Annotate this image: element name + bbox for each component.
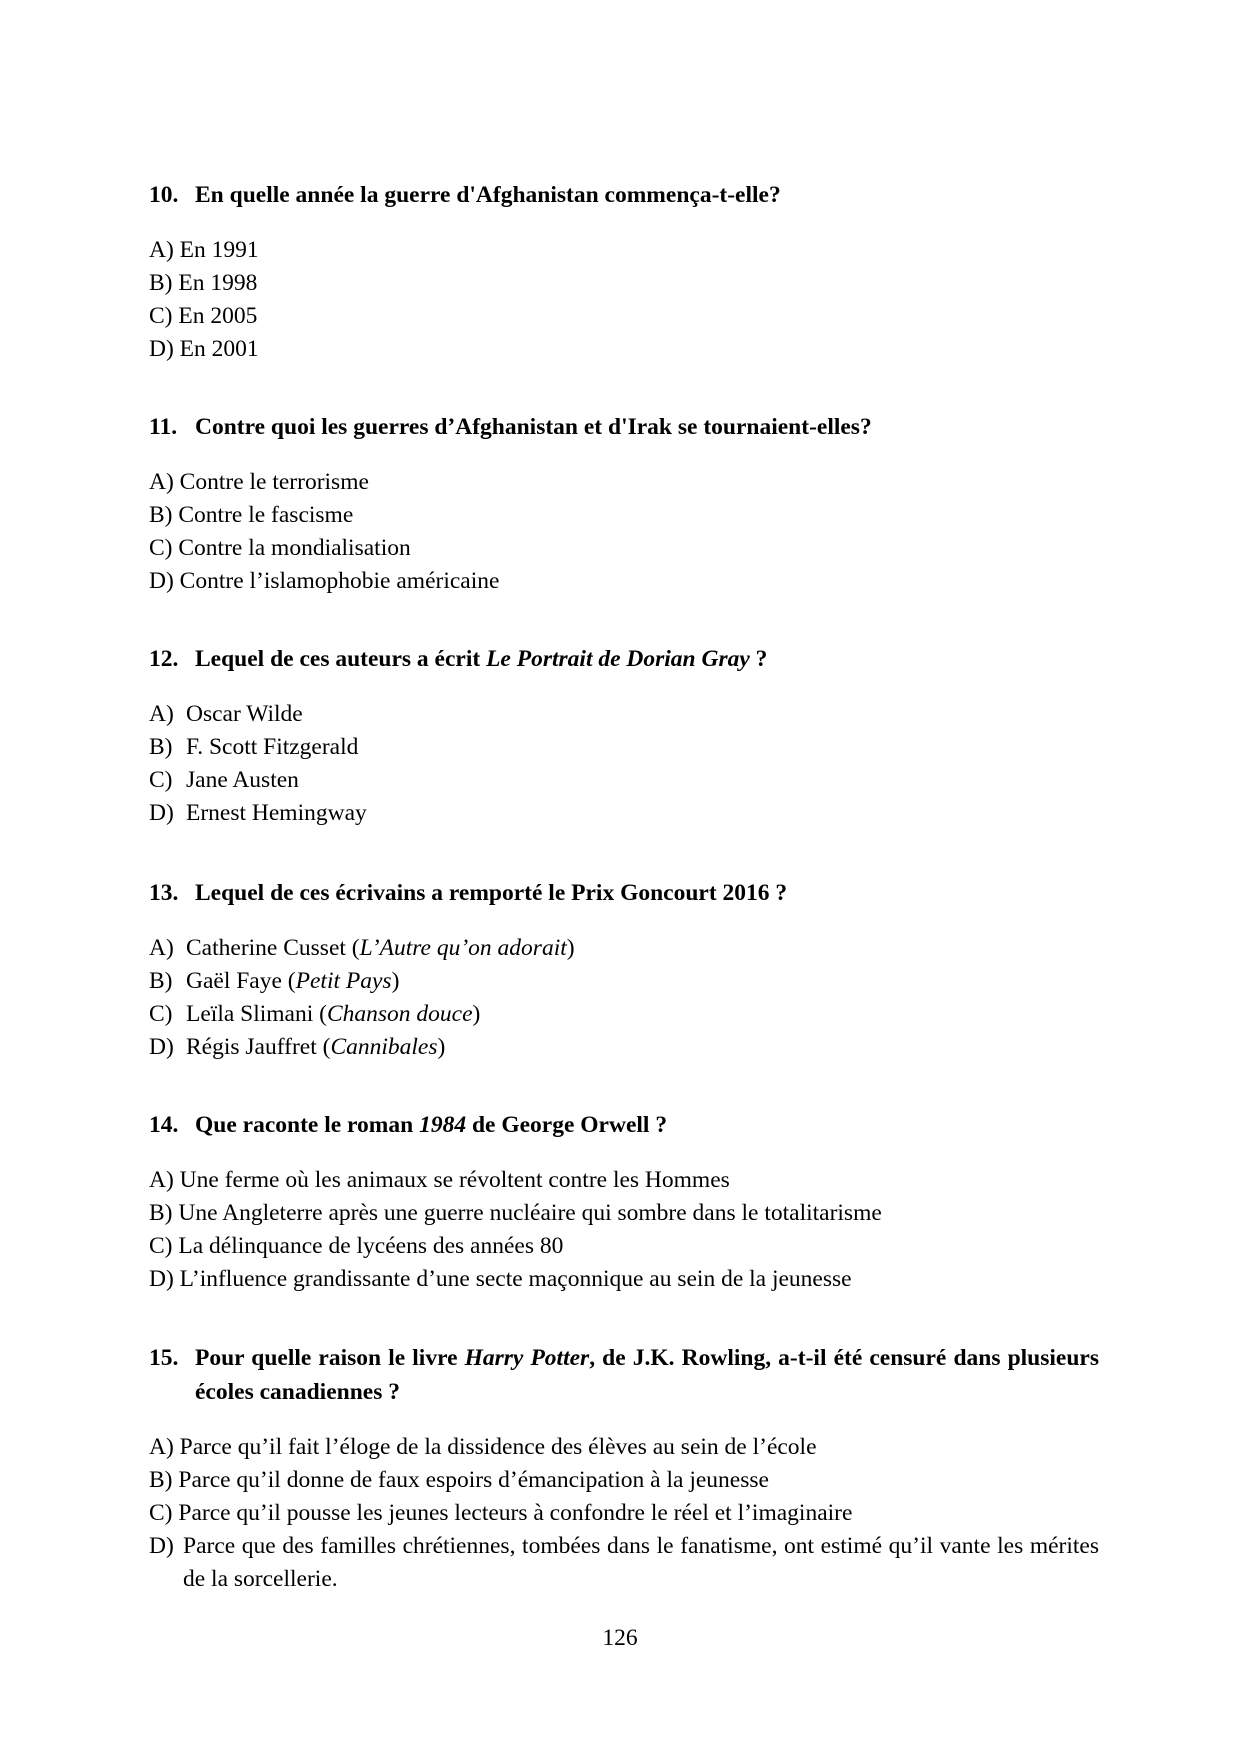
- option-text: Ernest Hemingway: [186, 800, 367, 826]
- question-number: 10.: [149, 182, 179, 208]
- option-letter: C): [149, 303, 173, 329]
- book-title: L’Autre qu’on adorait: [359, 935, 567, 961]
- question-text-part: Lequel de ces auteurs a écrit: [195, 646, 487, 672]
- book-title: Cannibales: [330, 1034, 438, 1060]
- answer-option-c: [149, 1497, 1099, 1530]
- question-text-part: de George Orwell ?: [466, 1112, 668, 1138]
- closing-paren: ): [472, 1001, 481, 1027]
- option-text: [186, 998, 1099, 1031]
- question-number: 13.: [149, 880, 179, 906]
- option-text: Parce que des familles chrétiennes, tombées dans le fanatisme, ont estimé qu’il vante les mérites de la sorcellerie.: [183, 1533, 1099, 1592]
- option-text: Jane Austen: [186, 767, 299, 793]
- answer-option-b: [149, 499, 1099, 532]
- answer-option-c: [149, 998, 1099, 1031]
- page-number: 126: [602, 1625, 638, 1651]
- answer-options: [149, 1431, 1099, 1596]
- closing-paren: ): [437, 1034, 446, 1060]
- answer-option-c: [149, 764, 1099, 797]
- question-text: Contre quoi les guerres d’Afghanistan et d'Irak se tournaient-elles?: [195, 414, 872, 440]
- option-letter: D): [149, 800, 174, 826]
- question-text: En quelle année la guerre d'Afghanistan commença-t-elle?: [195, 182, 781, 208]
- question-10: [149, 178, 1099, 366]
- question-heading: [149, 410, 1099, 444]
- option-text: Parce qu’il pousse les jeunes lecteurs à confondre le réel et l’imaginaire: [178, 1500, 853, 1526]
- answer-options: [149, 234, 1099, 366]
- option-text: L’influence grandissante d’une secte maçonnique au sein de la jeunesse: [179, 1266, 852, 1292]
- option-text: En 1998: [178, 270, 258, 296]
- option-letter: B): [149, 502, 173, 528]
- option-text: [186, 965, 1099, 998]
- question-heading: [149, 1341, 1099, 1409]
- answer-option-a: [149, 698, 1099, 731]
- question-number: 14.: [149, 1112, 179, 1138]
- option-text: Contre le fascisme: [178, 502, 354, 528]
- option-text: En 1991: [179, 237, 259, 263]
- question-heading: [149, 1108, 1099, 1142]
- answer-option-c: [149, 300, 1099, 333]
- option-letter: C): [149, 1001, 173, 1027]
- question-13: [149, 876, 1099, 1064]
- option-text: Contre la mondialisation: [178, 535, 411, 561]
- question-text-part: , de J.K. Rowling, a-t-il été censuré dans plusieurs écoles canadiennes ?: [195, 1345, 1100, 1405]
- question-text-part: Pour quelle raison le livre: [195, 1345, 465, 1371]
- question-15: [149, 1341, 1099, 1596]
- option-letter: A): [149, 1167, 174, 1193]
- question-number: 12.: [149, 646, 179, 672]
- option-letter: C): [149, 767, 173, 793]
- question-number: 11.: [149, 414, 178, 440]
- option-letter: B): [149, 270, 173, 296]
- answer-option-d: [149, 1263, 1099, 1296]
- answer-option-a: [149, 932, 1099, 965]
- book-title: Le Portrait de Dorian Gray: [486, 646, 750, 672]
- option-text: [186, 932, 1099, 965]
- answer-option-d: [149, 565, 1099, 598]
- option-text: Contre l’islamophobie américaine: [179, 568, 500, 594]
- option-text: [186, 1031, 1099, 1064]
- author-name: Régis Jauffret (: [186, 1034, 331, 1060]
- option-letter: B): [149, 1200, 173, 1226]
- answer-option-d: [149, 1031, 1099, 1064]
- question-text-part: ?: [749, 646, 768, 672]
- book-title: Harry Potter: [464, 1345, 590, 1371]
- option-text: F. Scott Fitzgerald: [186, 734, 359, 760]
- answer-option-d: [149, 333, 1099, 366]
- option-text: En 2001: [179, 336, 259, 362]
- closing-paren: ): [391, 968, 400, 994]
- question-number: 15.: [149, 1345, 179, 1371]
- answer-options: [149, 466, 1099, 598]
- book-title: 1984: [419, 1112, 467, 1138]
- option-text: En 2005: [178, 303, 258, 329]
- question-text: [195, 642, 1099, 676]
- answer-option-d: [149, 797, 1099, 830]
- option-letter: D): [149, 1034, 174, 1060]
- answer-option-b: [149, 1464, 1099, 1497]
- book-title: Petit Pays: [295, 968, 392, 994]
- question-heading: [149, 642, 1099, 676]
- question-text-part: Que raconte le roman: [195, 1112, 420, 1138]
- answer-option-c: [149, 1230, 1099, 1263]
- question-text: Lequel de ces écrivains a remporté le Prix Goncourt 2016 ?: [195, 880, 788, 906]
- author-name: Catherine Cusset (: [186, 935, 360, 961]
- answer-option-a: [149, 466, 1099, 499]
- option-letter: B): [149, 734, 173, 760]
- answer-option-a: [149, 1431, 1099, 1464]
- option-letter: B): [149, 968, 173, 994]
- option-letter: A): [149, 237, 174, 263]
- question-text: [195, 1341, 1099, 1409]
- answer-option-c: [149, 532, 1099, 565]
- author-name: Leïla Slimani (: [186, 1001, 327, 1027]
- option-text: Une ferme où les animaux se révoltent contre les Hommes: [179, 1167, 730, 1193]
- question-12: [149, 642, 1099, 830]
- answer-options: [149, 698, 1099, 830]
- question-heading: [149, 876, 1099, 910]
- option-letter: A): [149, 469, 174, 495]
- option-letter: D): [149, 1533, 174, 1559]
- option-text: Parce qu’il fait l’éloge de la dissidence des élèves au sein de l’école: [179, 1434, 817, 1460]
- book-title: Chanson douce: [326, 1001, 473, 1027]
- option-letter: D): [149, 1266, 174, 1292]
- option-text: La délinquance de lycéens des années 80: [178, 1233, 564, 1259]
- option-letter: A): [149, 1434, 174, 1460]
- question-heading: [149, 178, 1099, 212]
- option-text: Contre le terrorisme: [179, 469, 369, 495]
- answer-options: [149, 932, 1099, 1064]
- option-letter: D): [149, 336, 174, 362]
- answer-option-d: [149, 1530, 1099, 1596]
- answer-option-b: [149, 731, 1099, 764]
- option-letter: D): [149, 568, 174, 594]
- answer-options: [149, 1164, 1099, 1296]
- option-text: Oscar Wilde: [186, 701, 303, 727]
- option-text: Parce qu’il donne de faux espoirs d’émancipation à la jeunesse: [178, 1467, 769, 1493]
- option-letter: A): [149, 935, 174, 961]
- question-text: [195, 1108, 1099, 1142]
- answer-option-b: [149, 1197, 1099, 1230]
- answer-option-a: [149, 234, 1099, 267]
- answer-option-b: [149, 965, 1099, 998]
- author-name: Gaël Faye (: [186, 968, 296, 994]
- question-14: [149, 1108, 1099, 1296]
- option-letter: B): [149, 1467, 173, 1493]
- option-letter: C): [149, 535, 173, 561]
- option-letter: C): [149, 1233, 173, 1259]
- option-text: Une Angleterre après une guerre nucléaire qui sombre dans le totalitarisme: [178, 1200, 882, 1226]
- option-letter: C): [149, 1500, 173, 1526]
- option-letter: A): [149, 701, 174, 727]
- question-11: [149, 410, 1099, 598]
- closing-paren: ): [566, 935, 575, 961]
- answer-option-b: [149, 267, 1099, 300]
- answer-option-a: [149, 1164, 1099, 1197]
